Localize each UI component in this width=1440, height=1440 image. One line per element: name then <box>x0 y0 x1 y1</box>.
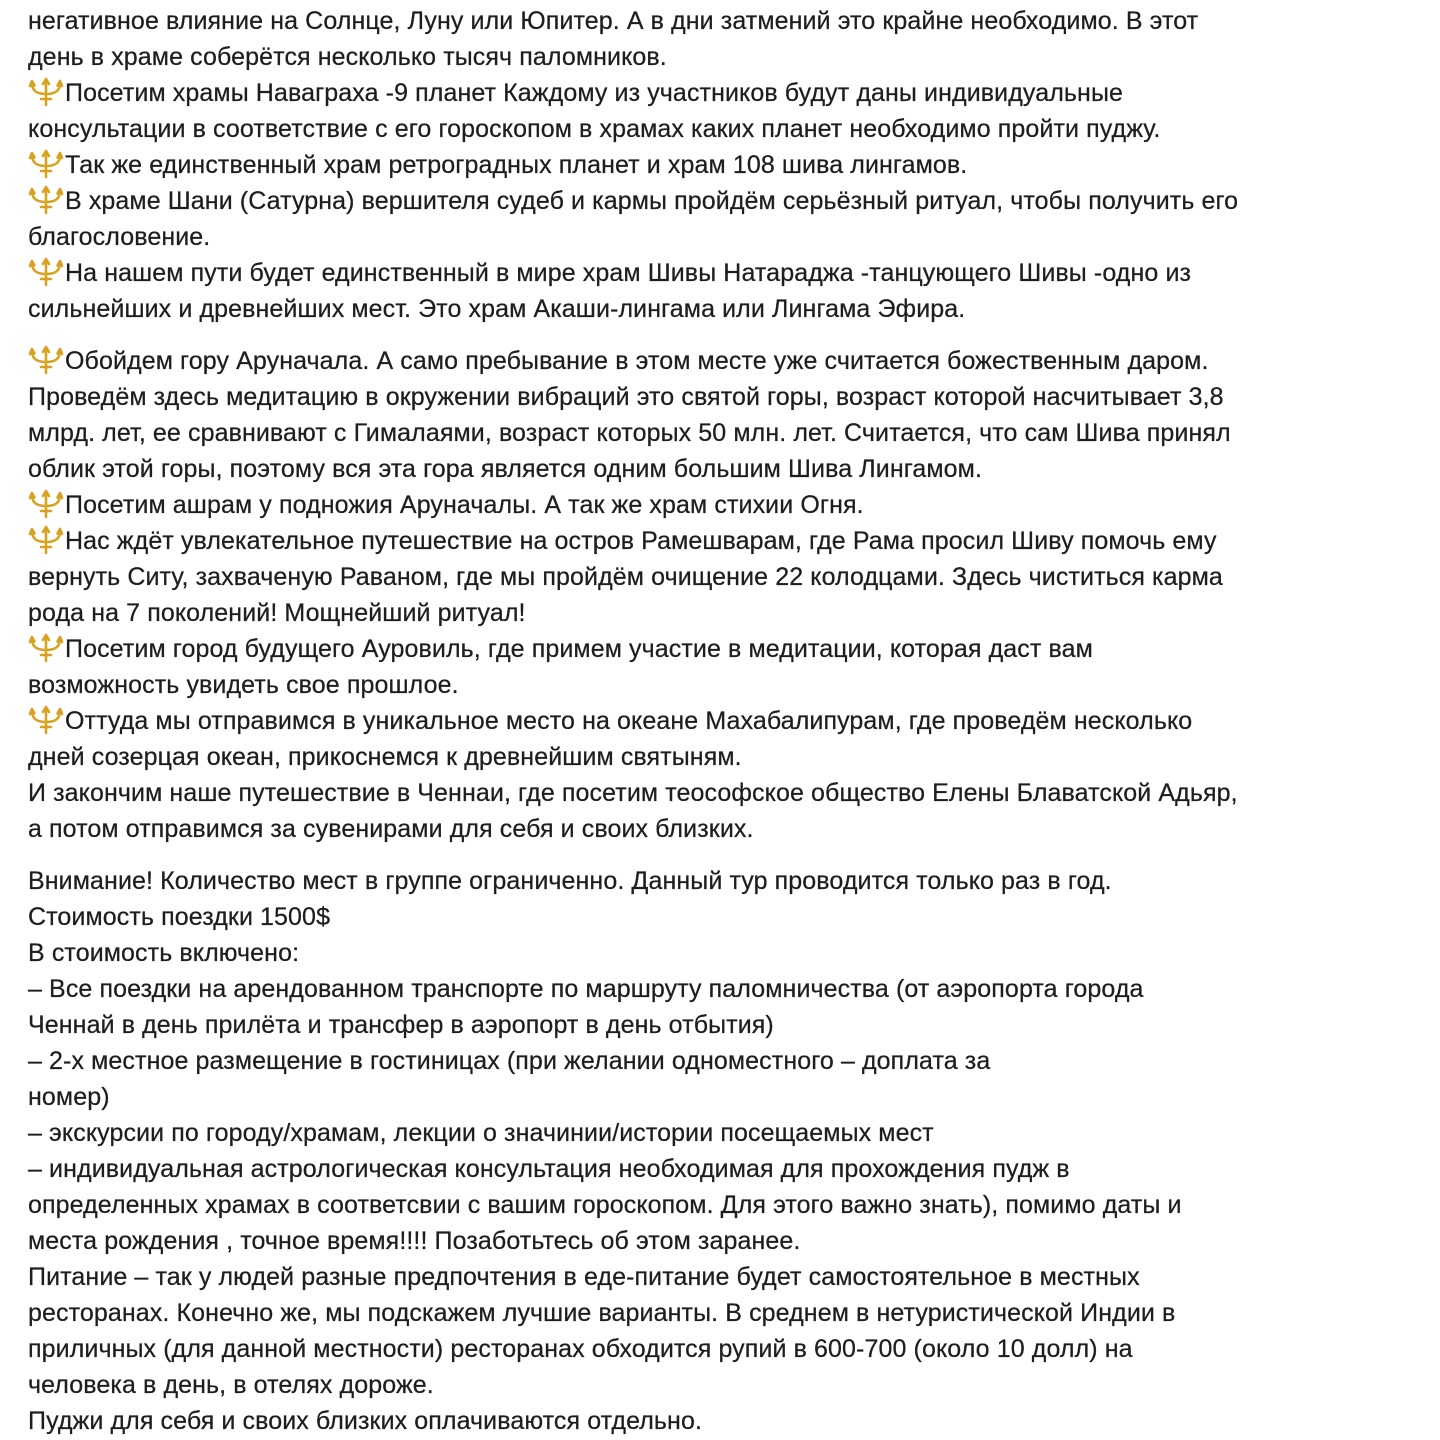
trident-icon <box>28 149 64 179</box>
line-text: день в храме соберётся несколько тысяч паломников. <box>28 43 667 71</box>
text-line <box>28 703 1428 739</box>
line-text: В стоимость включено: <box>28 939 300 967</box>
text-line <box>28 451 1428 487</box>
line-text: Проведём здесь медитацию в окружении вибраций это святой горы, возраст которой насчитывает 3,8 <box>28 383 1224 411</box>
trident-icon <box>28 705 64 735</box>
bullet-paragraph <box>28 523 1428 631</box>
text-line <box>28 1223 1428 1259</box>
text-line <box>28 971 1428 1007</box>
bullet-paragraph <box>28 703 1428 775</box>
text-line <box>28 1259 1428 1295</box>
trident-icon <box>28 633 64 663</box>
text-line <box>28 559 1428 595</box>
bullet-paragraph <box>28 631 1428 703</box>
text-line <box>28 1151 1428 1187</box>
text-line <box>28 147 1428 183</box>
bullet-paragraph <box>28 255 1428 327</box>
text-line <box>28 255 1428 291</box>
line-text: возможность увидеть свое прошлое. <box>28 671 459 699</box>
line-text: Посетим храмы Наваграха -9 планет Каждому из участников будут даны индивидуальные <box>65 79 1124 107</box>
line-text: консультации в соответствие с его гороскопом в храмах каких планет необходимо пройти пуджу. <box>28 115 1161 143</box>
text-line <box>28 523 1428 559</box>
text-line <box>28 1331 1428 1367</box>
bullet-paragraph <box>28 487 1428 523</box>
line-text: негативное влияние на Солнце, Луну или Юпитер. А в дни затмений это крайне необходимо. В этот <box>28 7 1199 35</box>
text-line <box>28 1007 1428 1043</box>
bullet-paragraph <box>28 75 1428 147</box>
text-line <box>28 219 1428 255</box>
text-line <box>28 667 1428 703</box>
text-line <box>28 291 1428 327</box>
line-text: а потом отправимся за сувенирами для себя и своих близких. <box>28 815 754 843</box>
line-text: И закончим наше путешествие в Ченнаи, где посетим теософское общество Елены Блаватской Адьяр, <box>28 779 1238 807</box>
line-text: облик этой горы, поэтому вся эта гора является одним большим Шива Лингамом. <box>28 455 983 483</box>
line-text: На нашем пути будет единственный в мире храм Шивы Натараджа -танцующего Шивы -одно из <box>65 259 1192 287</box>
text-line <box>28 487 1428 523</box>
text-line <box>28 1295 1428 1331</box>
line-text: – экскурсии по городу/храмам, лекции о значинии/истории посещаемых мест <box>28 1119 934 1147</box>
line-text: ресторанах. Конечно же, мы подскажем лучшие варианты. В среднем в нетуристической Индии в <box>28 1299 1176 1327</box>
trident-icon <box>28 257 64 287</box>
text-line <box>28 3 1428 39</box>
text-line <box>28 1403 1428 1439</box>
text-line <box>28 75 1428 111</box>
line-text: приличных (для данной местности) ресторанах обходится рупий в 600-700 (около 10 долл) на <box>28 1335 1133 1363</box>
line-text: рода на 7 поколений! Мощнейший ритуал! <box>28 599 526 627</box>
text-line <box>28 595 1428 631</box>
line-text: – Все поездки на арендованном транспорте по маршруту паломничества (от аэропорта города <box>28 975 1144 1003</box>
text-line <box>28 811 1428 847</box>
line-text: вернуть Ситу, захваченую Раваном, где мы пройдём очищение 22 колодцами. Здесь чиститься карма <box>28 563 1223 591</box>
line-text: определенных храмах в соответсвии с вашим гороскопом. Для этого важно знать), помимо даты и <box>28 1191 1182 1219</box>
text-line <box>28 1043 1428 1079</box>
line-text: Нас ждёт увлекательное путешествие на остров Рамешварам, где Рама просил Шиву помочь ему <box>65 527 1217 555</box>
trident-icon <box>28 525 64 555</box>
line-text: Посетим ашрам у подножия Аруначалы. А так же храм стихии Огня. <box>65 491 864 519</box>
text-line <box>28 343 1428 379</box>
bullet-paragraph <box>28 147 1428 183</box>
text-paragraph <box>28 775 1428 847</box>
line-text: Оттуда мы отправимся в уникальное место на океане Махабалипурам, где проведём несколько <box>65 707 1193 735</box>
line-text: В храме Шани (Сатурна) вершителя судеб и кармы пройдём серьёзный ритуал, чтобы получить его <box>65 187 1239 215</box>
trident-icon <box>28 489 64 519</box>
text-line <box>28 739 1428 775</box>
text-line <box>28 39 1428 75</box>
line-text: сильнейших и древнейших мест. Это храм Акаши-лингама или Лингама Эфира. <box>28 295 966 323</box>
text-line <box>28 1079 1428 1115</box>
line-text: Посетим город будущего Ауровиль, где примем участие в медитации, которая даст вам <box>65 635 1093 663</box>
text-paragraph <box>28 863 1428 1439</box>
text-paragraph <box>28 3 1428 75</box>
text-line <box>28 631 1428 667</box>
line-text: Ченнай в день прилёта и трансфер в аэропорт в день отбытия) <box>28 1011 774 1039</box>
line-text: Питание – так у людей разные предпочтения в еде-питание будет самостоятельное в местных <box>28 1263 1140 1291</box>
trident-icon <box>28 77 64 107</box>
trident-icon <box>28 345 64 375</box>
line-text: Пуджи для себя и своих близких оплачиваются отдельно. <box>28 1407 703 1435</box>
text-line <box>28 863 1428 899</box>
text-line <box>28 1115 1428 1151</box>
document-text <box>28 3 1428 1439</box>
text-line <box>28 775 1428 811</box>
line-text: благословение. <box>28 223 211 251</box>
line-text: человека в день, в отелях дороже. <box>28 1371 434 1399</box>
bullet-paragraph <box>28 183 1428 255</box>
line-text: Обойдем гору Аруначала. А само пребывание в этом месте уже считается божественным даром. <box>65 347 1209 375</box>
text-line <box>28 379 1428 415</box>
line-text: номер) <box>28 1083 110 1111</box>
text-line <box>28 415 1428 451</box>
line-text: – 2-х местное размещение в гостиницах (при желании одноместного – доплата за <box>28 1047 991 1075</box>
text-line <box>28 111 1428 147</box>
line-text: млрд. лет, ее сравнивают с Гималаями, возраст которых 50 млн. лет. Считается, что сам Шива принял <box>28 419 1231 447</box>
line-text: Внимание! Количество мест в группе ограниченно. Данный тур проводится только раз в год. <box>28 867 1112 895</box>
line-text: дней созерцая океан, прикоснемся к древнейшим святыням. <box>28 743 742 771</box>
text-line <box>28 1187 1428 1223</box>
text-line <box>28 1367 1428 1403</box>
text-line <box>28 183 1428 219</box>
line-text: места рождения , точное время!!!! Позаботьтесь об этом заранее. <box>28 1227 801 1255</box>
trident-icon <box>28 185 64 215</box>
bullet-paragraph <box>28 343 1428 487</box>
text-line <box>28 899 1428 935</box>
line-text: – индивидуальная астрологическая консультация необходимая для прохождения пудж в <box>28 1155 1070 1183</box>
text-line <box>28 935 1428 971</box>
line-text: Стоимость поездки 1500$ <box>28 903 331 931</box>
line-text: Так же единственный храм ретроградных планет и храм 108 шива лингамов. <box>65 151 968 179</box>
